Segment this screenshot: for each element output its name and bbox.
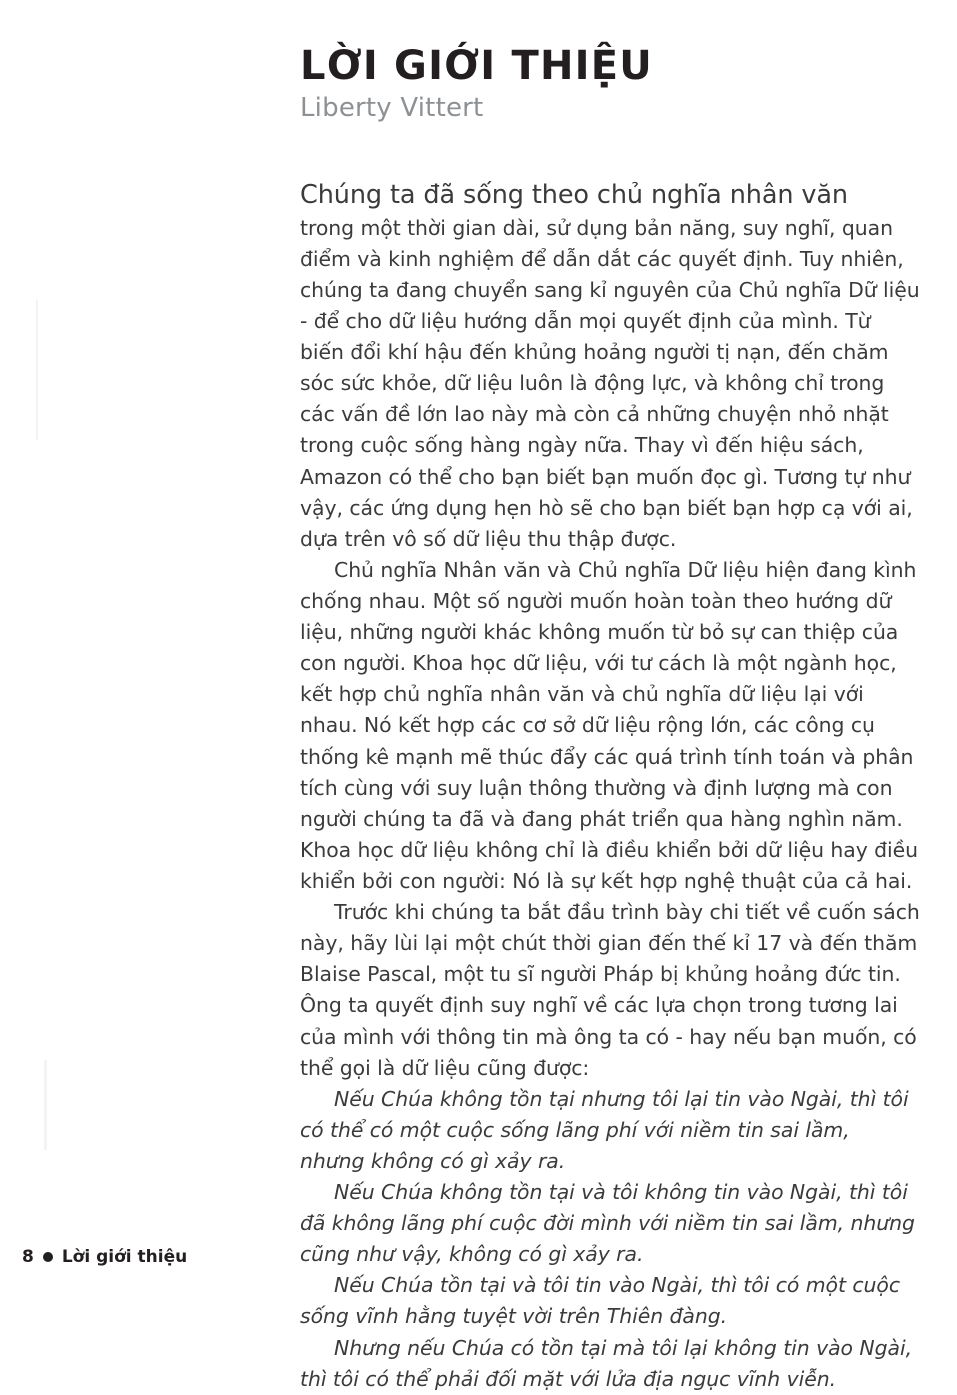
- quote-paragraph: Nhưng nếu Chúa có tồn tại mà tôi lại không tin vào Ngài, thì tôi có thể phải đối mặt với lửa địa ngục vĩnh viễn.: [300, 1335, 913, 1391]
- quote-paragraph: Nếu Chúa tồn tại và tôi tin vào Ngài, thì tôi có một cuộc sống vĩnh hằng tuyệt vời trên Thiên đàng.: [300, 1273, 900, 1329]
- author-name: Liberty Vittert: [300, 93, 484, 123]
- paragraph: trong một thời gian dài, sử dụng bản năng, suy nghĩ, quan điểm và kinh nghiệm để dẫn dắt các quyết định. Tuy nhiên, chúng ta đang chuyển sang kỉ nguyên của Chủ nghĩa Dữ liệu - để cho dữ liệu hướng dẫn mọi quyết định của mình. Từ biến đổi khí hậu đến khủng hoảng người tị nạn, đến chăm sóc sức khỏe, dữ liệu luôn là động lực, và không chỉ trong các vấn đề lớn lao này mà còn cả những chuyện nhỏ nhặt trong cuộc sống hàng ngày nữa. Thay vì đến hiệu sách, Amazon có thể cho bạn biết bạn muốn đọc gì. Tương tự như vậy, các ứng dụng hẹn hò sẽ cho bạn biết bạn hợp cạ với ai, dựa trên vô số dữ liệu thu thập được.: [300, 215, 920, 551]
- lead-line: Chúng ta đã sống theo chủ nghĩa nhân văn: [300, 180, 848, 210]
- page-number: 8: [22, 1247, 34, 1267]
- bullet-dot-icon: [43, 1252, 53, 1262]
- paper-smudge: [44, 1060, 47, 1150]
- footer-label: Lời giới thiệu: [61, 1247, 188, 1267]
- quote-paragraph: Nếu Chúa không tồn tại và tôi không tin vào Ngài, thì tôi đã không lãng phí cuộc đời mình với niềm tin sai lầm, nhưng cũng như vậy, không có gì xảy ra.: [300, 1180, 915, 1267]
- page-title: LỜI GIỚI THIỆU: [300, 43, 653, 89]
- chapter-content: [300, 45, 920, 1395]
- paper-smudge: [36, 300, 38, 440]
- quote-paragraph: Nếu Chúa không tồn tại nhưng tôi lại tin vào Ngài, thì tôi có thể có một cuộc sống lãng phí với niềm tin sai lầm, nhưng không có gì xảy ra.: [300, 1086, 909, 1173]
- paragraph: Chủ nghĩa Nhân văn và Chủ nghĩa Dữ liệu hiện đang kình chống nhau. Một số người muốn hoàn toàn theo hướng dữ liệu, những người khác không muốn từ bỏ sự can thiệp của con người. Khoa học dữ liệu, với tư cách là một ngành học, kết hợp chủ nghĩa nhân văn và chủ nghĩa dữ liệu lại với nhau. Nó kết hợp các cơ sở dữ liệu rộng lớn, các công cụ thống kê mạnh mẽ thúc đẩy các quá trình tính toán và phân tích cùng với suy luận thông thường và định lượng mà con người chúng ta đã và đang phát triển qua hàng nghìn năm. Khoa học dữ liệu không chỉ là điều khiển bởi dữ liệu hay điều khiển bởi con người: Nó là sự kết hợp nghệ thuật của cả hai.: [300, 557, 919, 893]
- paragraph: Trước khi chúng ta bắt đầu trình bày chi tiết về cuốn sách này, hãy lùi lại một chút thời gian đến thế kỉ 17 và đến thăm Blaise Pascal, một tu sĩ người Pháp bị khủng hoảng đức tin. Ông ta quyết định suy nghĩ về các lựa chọn trong tương lai của mình với thông tin mà ông ta có - hay nếu bạn muốn, có thể gọi là dữ liệu cũng được:: [300, 900, 920, 1080]
- body-text: [300, 213, 920, 1395]
- page-footer: [22, 1247, 187, 1267]
